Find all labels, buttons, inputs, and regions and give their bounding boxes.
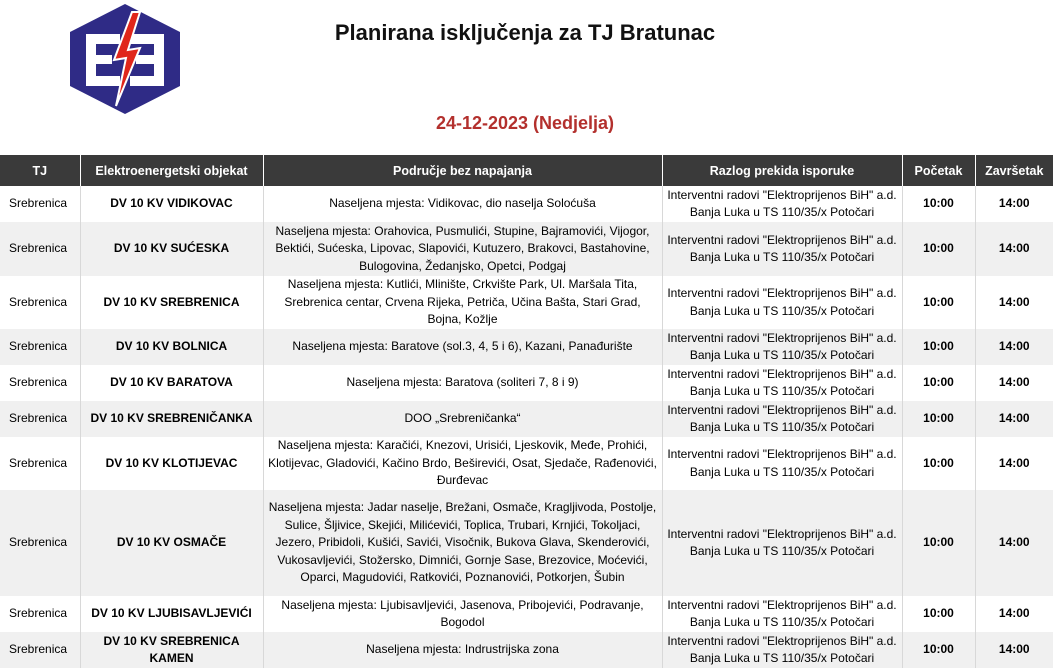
- cell-pocetak: 10:00: [902, 186, 975, 222]
- cell-podrucje: Naseljena mjesta: Baratova (soliteri 7, 8 i 9): [263, 365, 662, 401]
- cell-zavrsetak: 14:00: [975, 276, 1053, 329]
- cell-pocetak: 10:00: [902, 632, 975, 668]
- outage-table: [0, 155, 1053, 668]
- column-header-objekat: Elektroenergetski objekat: [80, 155, 263, 186]
- cell-razlog: Interventni radovi "Elektroprijenos BiH" a.d. Banja Luka u TS 110/35/x Potočari: [662, 401, 902, 437]
- column-header-pocetak: Početak: [902, 155, 975, 186]
- cell-tj: Srebrenica: [0, 365, 80, 401]
- cell-razlog: Interventni radovi "Elektroprijenos BiH" a.d. Banja Luka u TS 110/35/x Potočari: [662, 632, 902, 668]
- cell-razlog: Interventni radovi "Elektroprijenos BiH" a.d. Banja Luka u TS 110/35/x Potočari: [662, 186, 902, 222]
- column-header-tj: TJ: [0, 155, 80, 186]
- cell-pocetak: 10:00: [902, 365, 975, 401]
- cell-objekat: DV 10 KV OSMAČE: [80, 490, 263, 596]
- column-header-podrucje: Područje bez napajanja: [263, 155, 662, 186]
- table-row: [0, 401, 1053, 437]
- table-row: [0, 596, 1053, 632]
- cell-pocetak: 10:00: [902, 437, 975, 490]
- page-title: Planirana isključenja za TJ Bratunac: [334, 20, 716, 45]
- cell-razlog: Interventni radovi "Elektroprijenos BiH" a.d. Banja Luka u TS 110/35/x Potočari: [662, 276, 902, 329]
- cell-objekat: DV 10 KV SREBRENICA KAMEN: [80, 632, 263, 668]
- cell-zavrsetak: 14:00: [975, 401, 1053, 437]
- cell-pocetak: 10:00: [902, 276, 975, 329]
- cell-tj: Srebrenica: [0, 329, 80, 365]
- cell-podrucje: Naseljena mjesta: Karačići, Knezovi, Urisići, Ljeskovik, Međe, Prohići, Klotijevac, Gladovići, Kačino Brdo, Beširevići, Osat, Sjedače, Rađenovići, Đurđevac: [263, 437, 662, 490]
- cell-pocetak: 10:00: [902, 329, 975, 365]
- cell-podrucje: Naseljena mjesta: Orahovica, Pusmulići, Stupine, Bajramovići, Vijogor, Bektići, Sućeska, Lipovac, Slapovići, Kutuzero, Brakovci, Bastahovine, Bulogovina, Žedanjsko, Opetci, Podgaj: [263, 222, 662, 276]
- cell-objekat: DV 10 KV VIDIKOVAC: [80, 186, 263, 222]
- cell-podrucje: DOO „Srebreničanka“: [263, 401, 662, 437]
- cell-tj: Srebrenica: [0, 186, 80, 222]
- cell-podrucje: Naseljena mjesta: Ljubisavljevići, Jasenova, Pribojevići, Podravanje, Bogodol: [263, 596, 662, 632]
- table-row: [0, 365, 1053, 401]
- cell-razlog: Interventni radovi "Elektroprijenos BiH" a.d. Banja Luka u TS 110/35/x Potočari: [662, 490, 902, 596]
- cell-zavrsetak: 14:00: [975, 329, 1053, 365]
- cell-pocetak: 10:00: [902, 401, 975, 437]
- cell-podrucje: Naseljena mjesta: Indrustrijska zona: [263, 632, 662, 668]
- cell-zavrsetak: 14:00: [975, 490, 1053, 596]
- cell-razlog: Interventni radovi "Elektroprijenos BiH" a.d. Banja Luka u TS 110/35/x Potočari: [662, 437, 902, 490]
- cell-zavrsetak: 14:00: [975, 186, 1053, 222]
- cell-tj: Srebrenica: [0, 276, 80, 329]
- column-header-razlog: Razlog prekida isporuke: [662, 155, 902, 186]
- table-row: [0, 329, 1053, 365]
- cell-pocetak: 10:00: [902, 596, 975, 632]
- cell-objekat: DV 10 KV LJUBISAVLJEVIĆI: [80, 596, 263, 632]
- cell-tj: Srebrenica: [0, 490, 80, 596]
- cell-tj: Srebrenica: [0, 437, 80, 490]
- cell-tj: Srebrenica: [0, 632, 80, 668]
- cell-pocetak: 10:00: [902, 490, 975, 596]
- cell-zavrsetak: 14:00: [975, 632, 1053, 668]
- cell-objekat: DV 10 KV BOLNICA: [80, 329, 263, 365]
- cell-objekat: DV 10 KV SUĆESKA: [80, 222, 263, 276]
- cell-podrucje: Naseljena mjesta: Baratove (sol.3, 4, 5 i 6), Kazani, Panađurište: [263, 329, 662, 365]
- table-row: [0, 437, 1053, 490]
- cell-zavrsetak: 14:00: [975, 596, 1053, 632]
- cell-zavrsetak: 14:00: [975, 222, 1053, 276]
- cell-zavrsetak: 14:00: [975, 437, 1053, 490]
- cell-podrucje: Naseljena mjesta: Vidikovac, dio naselja Soloćuša: [263, 186, 662, 222]
- column-header-zavrsetak: Završetak: [975, 155, 1053, 186]
- cell-podrucje: Naseljena mjesta: Kutlići, Mlinište, Crkvište Park, Ul. Maršala Tita, Srebrenica centar, Crvena Rijeka, Petriča, Učina Bašta, Stari Grad, Bojna, Kožlje: [263, 276, 662, 329]
- cell-objekat: DV 10 KV SREBRENIČANKA: [80, 401, 263, 437]
- cell-zavrsetak: 14:00: [975, 365, 1053, 401]
- table-row: [0, 276, 1053, 329]
- table-row: [0, 222, 1053, 276]
- company-logo: [66, 2, 184, 116]
- table-header-row: [0, 155, 1053, 186]
- cell-razlog: Interventni radovi "Elektroprijenos BiH" a.d. Banja Luka u TS 110/35/x Potočari: [662, 596, 902, 632]
- cell-objekat: DV 10 KV SREBRENICA: [80, 276, 263, 329]
- table-row: [0, 490, 1053, 596]
- cell-objekat: DV 10 KV BARATOVA: [80, 365, 263, 401]
- cell-razlog: Interventni radovi "Elektroprijenos BiH" a.d. Banja Luka u TS 110/35/x Potočari: [662, 365, 902, 401]
- cell-tj: Srebrenica: [0, 401, 80, 437]
- cell-objekat: DV 10 KV KLOTIJEVAC: [80, 437, 263, 490]
- table-row: [0, 632, 1053, 668]
- cell-tj: Srebrenica: [0, 596, 80, 632]
- cell-podrucje: Naseljena mjesta: Jadar naselje, Brežani, Osmače, Kragljivoda, Postolje, Sulice, Šljivice, Skejići, Milićevići, Toplica, Trubari, Krnjići, Tokoljaci, Jezero, Pribidoli, Kušići, Savići, Visočnik, Bukova Glava, Skenderovići, Vukosavljevići, Stožersko, Dimnići, Gornje Sase, Brezovice, Moćevići, Oparci, Magudovići, Ratkovići, Poznanovići, Potkorjen, Šubin: [263, 490, 662, 596]
- cell-tj: Srebrenica: [0, 222, 80, 276]
- cell-razlog: Interventni radovi "Elektroprijenos BiH" a.d. Banja Luka u TS 110/35/x Potočari: [662, 329, 902, 365]
- cell-pocetak: 10:00: [902, 222, 975, 276]
- cell-razlog: Interventni radovi "Elektroprijenos BiH" a.d. Banja Luka u TS 110/35/x Potočari: [662, 222, 902, 276]
- outage-date: 24-12-2023 (Nedjelja): [435, 113, 615, 133]
- table-row: [0, 186, 1053, 222]
